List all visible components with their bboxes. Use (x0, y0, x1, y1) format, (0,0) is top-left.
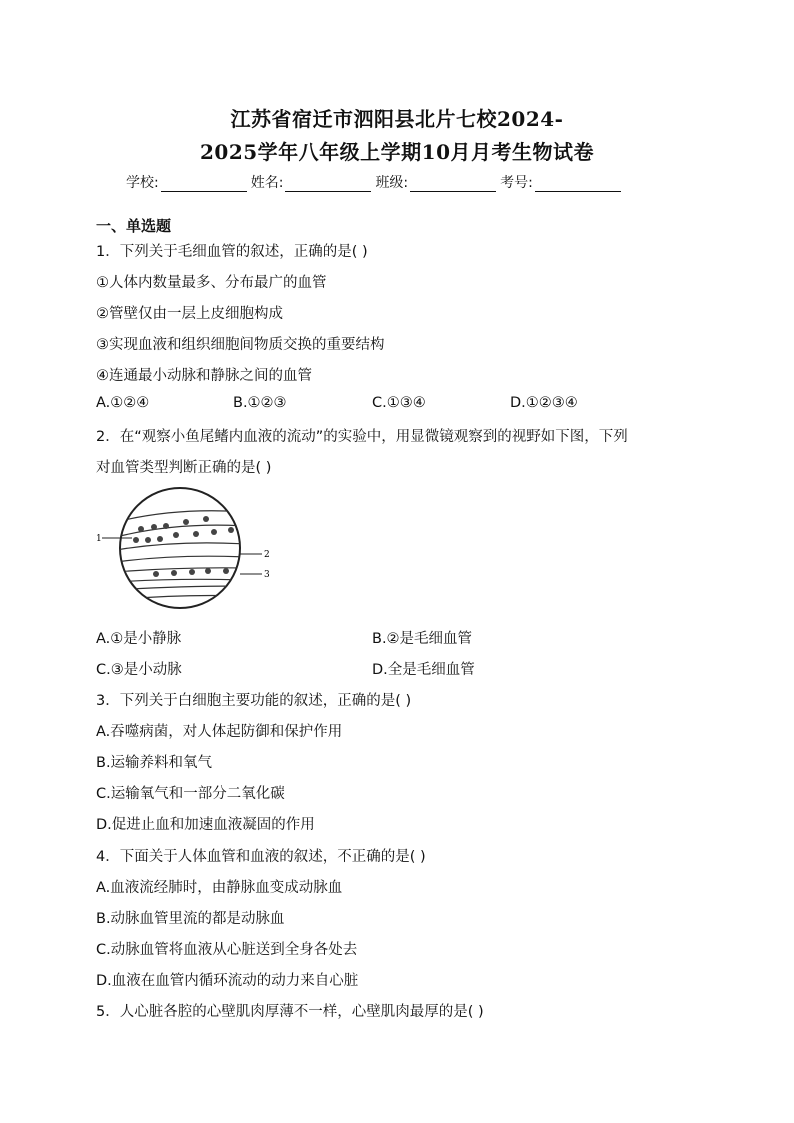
q4-option-d[interactable]: D.血液在血管内循环流动的动力来自心脏 (96, 973, 359, 989)
q3-option-a[interactable]: A.吞噬病菌，对人体起防御和保护作用 (96, 724, 343, 740)
q1-option-c[interactable]: C.①③④ (372, 395, 426, 411)
q2-stem-continued: 对血管类型判断正确的是( ) (96, 460, 272, 476)
class-label: 班级: (375, 175, 409, 191)
q1-statement-1: ①人体内数量最多、分布最广的血管 (96, 275, 327, 291)
figure-label-2: 2 (264, 550, 270, 560)
q2-option-c[interactable]: C.③是小动脉 (96, 662, 182, 678)
figure-label-1: 1 (96, 534, 102, 544)
q3-stem: 3．下列关于白细胞主要功能的叙述，正确的是( ) (96, 693, 412, 709)
q1-option-a[interactable]: A.①②④ (96, 395, 150, 411)
q1-option-b[interactable]: B.①②③ (233, 395, 287, 411)
exam-title-line2: 2025学年八年级上学期10月月考生物试卷 (200, 140, 594, 164)
q3-option-c[interactable]: C.运输氧气和一部分二氧化碳 (96, 786, 285, 802)
name-label: 姓名: (250, 175, 284, 191)
q3-option-d[interactable]: D.促进止血和加速血液凝固的作用 (96, 817, 315, 833)
q1-statement-3: ③实现血液和组织细胞间物质交换的重要结构 (96, 337, 385, 353)
exam-number-blank[interactable] (535, 176, 621, 192)
q1-statement-4: ④连通最小动脉和静脉之间的血管 (96, 368, 312, 384)
q5-stem: 5．人心脏各腔的心壁肌肉厚薄不一样，心壁肌肉最厚的是( ) (96, 1004, 484, 1020)
q3-option-b[interactable]: B.运输养料和氧气 (96, 755, 213, 771)
class-blank[interactable] (410, 176, 496, 192)
q2-option-d[interactable]: D.全是毛细血管 (372, 662, 475, 678)
exam-number-label: 考号: (500, 175, 533, 191)
q4-option-c[interactable]: C.动脉血管将血液从心脏送到全身各处去 (96, 942, 358, 958)
q1-statement-2: ②管壁仅由一层上皮细胞构成 (96, 306, 283, 322)
q2-option-a[interactable]: A.①是小静脉 (96, 631, 182, 647)
microscope-field-figure (96, 482, 276, 622)
q4-option-a[interactable]: A.血液流经肺时，由静脉血变成动脉血 (96, 880, 343, 896)
school-blank[interactable] (161, 176, 247, 192)
school-label: 学校: (126, 175, 159, 191)
name-blank[interactable] (285, 176, 371, 192)
q2-stem: 2．在“观察小鱼尾鳍内血液的流动”的实验中，用显微镜观察到的视野如下图，下列 (96, 429, 628, 445)
student-info-row (126, 172, 625, 192)
section-title: 一、单选题 (96, 217, 172, 235)
q4-stem: 4．下面关于人体血管和血液的叙述，不正确的是( ) (96, 849, 426, 865)
exam-title-line1: 江苏省宿迁市泗阳县北片七校2024- (230, 107, 564, 131)
q1-stem: 1．下列关于毛细血管的叙述，正确的是( ) (96, 244, 368, 260)
q1-option-d[interactable]: D.①②③④ (510, 395, 578, 411)
q4-option-b[interactable]: B.动脉血管里流的都是动脉血 (96, 911, 285, 927)
figure-label-3: 3 (264, 570, 270, 580)
q2-option-b[interactable]: B.②是毛细血管 (372, 631, 473, 647)
